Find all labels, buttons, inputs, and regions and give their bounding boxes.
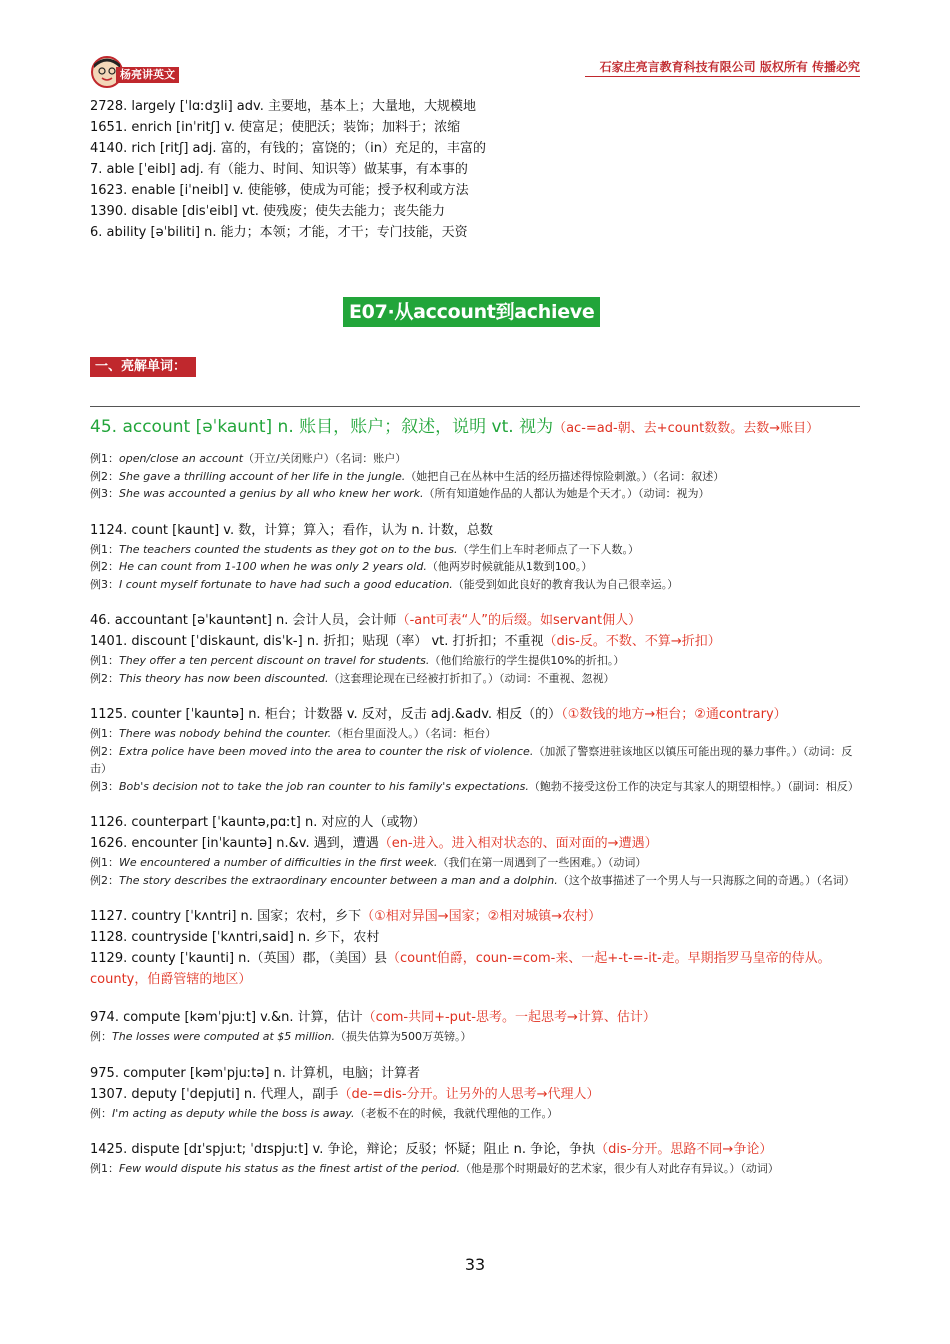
- entry-county: 1129. county [ˈkaunti] n.（英国）郡，（美国）县（count伯爵，coun-=com-来、一起+-t-=-it-走。早期指罗马皇帝的侍从。county，伯爵管辖的地区）: [90, 951, 831, 987]
- example: 例1：We encountered a number of difficulties in the first week.（我们在第一周遇到了一些困难。）（动词）: [90, 856, 647, 869]
- etymology: （com-共同+-put-思考。一起思考→计算、估计）: [362, 1010, 656, 1025]
- example: 例1：They offer a ten percent discount on travel for students.（他们给旅行的学生提供10%的折扣。）: [90, 654, 625, 667]
- word-entry: 1390. disable [disˈeibl] vt. 使残废；使失去能力；丧失能力: [90, 204, 445, 219]
- word-entry: 1651. enrich [inˈritʃ] v. 使富足；使肥沃；装饰；加料于；浓缩: [90, 120, 461, 135]
- example: 例3：I count myself fortunate to have had such a good education.（能受到如此良好的教育我认为自己很幸运。）: [90, 577, 679, 591]
- logo-text: 杨亮讲英文: [116, 67, 179, 83]
- word-entry: 4140. rich [ritʃ] adj. 富的，有钱的；富饶的；（in）充足的，丰富的: [90, 141, 486, 156]
- copyright-notice: 石家庄亮言教育科技有限公司 版权所有 传播必究: [599, 60, 860, 74]
- brand-logo: [90, 55, 190, 89]
- entry-accountant: 46. accountant [əˈkauntənt] n. 会计人员，会计师（-ant可表“人”的后缀。如servant佣人）: [90, 613, 642, 628]
- example: 例：The losses were computed at $5 million.（损失估算为500万英镑。）: [90, 1030, 472, 1043]
- entry-compute: 974. compute [kəmˈpjuːt] v.&n. 计算，估计（com-共同+-put-思考。一起思考→计算、估计）: [90, 1010, 656, 1025]
- entry-deputy: 1307. deputy [ˈdepjuti] n. 代理人，副手（de-=dis-分开。让另外的人思考→代理人）: [90, 1086, 600, 1102]
- entry-country: 1127. country [ˈkʌntri] n. 国家；农村，乡下（①相对异国→国家；②相对城镇→农村）: [90, 909, 602, 924]
- entry-dispute: 1425. dispute [dɪˈspjuːt; ˈdɪspjuːt] v. 争论，辩论；反驳；怀疑；阻止 n. 争论，争执（dis-分开。思路不同→争论）: [90, 1142, 773, 1157]
- etymology: （count伯爵，coun-=com-来、一起+-t-=-it-走。早期指罗马皇帝的侍从。county，伯爵管辖的地区）: [90, 951, 831, 987]
- etymology: （dis-反。不数、不算→折扣）: [543, 634, 721, 649]
- example: 例2：This theory has now been discounted.（这套理论现在已经被打折扣了。）（动词：不重视、忽视）: [90, 671, 615, 685]
- headword: 45. account [əˈkaunt] n. 账目，账户；叙述，说明 vt. 视为: [90, 417, 554, 437]
- entry-encounter: 1626. encounter [inˈkauntə] n.&v. 遇到，遭遇（en-进入。进入相对状态的、面对面的→遭遇）: [90, 836, 658, 851]
- example: 例3：Bob's decision not to take the job ran counter to his family's expectations.（鲍勃不接受这份工作的决定与其家人的期望相悖。）（副词：相反）: [90, 779, 859, 793]
- example: 例1：Few would dispute his status as the finest artist of the period.（他是那个时期最好的艺术家，很少有人对此存有异议。）（动词）: [90, 1162, 779, 1175]
- example: 例：I'm acting as deputy while the boss is away.（老板不在的时候，我就代理他的工作。）: [90, 1106, 559, 1120]
- example: 例1：open/close an account（开立/关闭账户）（名词：账户）: [90, 452, 407, 465]
- section-divider: [90, 406, 860, 407]
- entry-counterpart: 1126. counterpart [ˈkauntə,pɑːt] n. 对应的人（或物）: [90, 815, 426, 830]
- word-entry: 6. ability [əˈbiliti] n. 能力；本领；才能，才干；专门技能，天资: [90, 225, 468, 240]
- entry-count: 1124. count [kaunt] v. 数，计算；算入；看作，认为 n. 计数，总数: [90, 522, 493, 538]
- etymology: （de-=dis-分开。让另外的人思考→代理人）: [338, 1086, 600, 1102]
- entry-account: [90, 414, 860, 442]
- word-entry: 7. able [ˈeibl] adj. 有（能力、时间、知识等）做某事，有本事的: [90, 162, 468, 177]
- example: 例1：The teachers counted the students as they got on to the bus.（学生们上车时老师点了一下人数。）: [90, 542, 639, 556]
- example: 例2：She gave a thrilling account of her life in the jungle.（她把自己在丛林中生活的经历描述得惊险刺激。）（名词：叙述）: [90, 469, 725, 483]
- etymology: （dis-分开。思路不同→争论）: [595, 1142, 773, 1157]
- word-entry: 1623. enable [iˈneibl] v. 使能够，使成为可能；授予权利或方法: [90, 183, 469, 198]
- page-header: [90, 55, 860, 85]
- etymology: （-ant可表“人”的后缀。如servant佣人）: [396, 613, 642, 628]
- entry-discount: 1401. discount [ˈdiskaunt, disˈk-] n. 折扣；贴现（率） vt. 打折扣；不重视（dis-反。不数、不算→折扣）: [90, 634, 721, 649]
- entry-computer: 975. computer [kəmˈpjuːtə] n. 计算机，电脑；计算者: [90, 1065, 421, 1081]
- section-title: E07·从account到achieve: [343, 297, 600, 327]
- etymology: （①相对异国→国家；②相对城镇→农村）: [361, 909, 602, 924]
- entry-counter: 1125. counter [ˈkauntə] n. 柜台；计数器 v. 反对，反击 adj.&adv. 相反（的）（①数钱的地方→柜台；②通contrary）: [90, 707, 787, 722]
- previous-word-list: [90, 96, 486, 243]
- example: 例3：She was accounted a genius by all who knew her work.（所有知道她作品的人都认为她是个天才。）（动词：视为）: [90, 487, 710, 500]
- page-number: 33: [464, 1255, 486, 1274]
- example: 例2：Extra police have been moved into the area to counter the risk of violence.（加派了警察进驻该地区以镇压可能出现的暴力事件。）（动词：反击）: [90, 744, 853, 775]
- etymology: （ac-=ad-朝、去+count数数。去数→账目）: [553, 421, 820, 436]
- header-divider: [585, 76, 860, 77]
- example: 例2：He can count from 1-100 when he was only 2 years old.（他两岁时候就能从1数到100。）: [90, 560, 593, 573]
- subheading: 一、亮解单词：: [90, 357, 196, 377]
- word-entry: 2728. largely [ˈlɑːdʒli] adv. 主要地，基本上；大量地，大规模地: [90, 99, 476, 114]
- etymology: （en-进入。进入相对状态的、面对面的→遭遇）: [378, 836, 658, 851]
- etymology: （①数钱的地方→柜台；②通contrary）: [561, 707, 787, 722]
- example: 例1：There was nobody behind the counter.（柜台里面没人。）（名词：柜台）: [90, 727, 497, 740]
- vocabulary-entries: [90, 414, 860, 1178]
- example: 例2：The story describes the extraordinary encounter between a man and a dolphin.（这个故事描述了一个男人与一只海豚之间的奇遇。）（名词）: [90, 873, 855, 887]
- entry-countryside: 1128. countryside [ˈkʌntri,said] n. 乡下，农村: [90, 930, 380, 945]
